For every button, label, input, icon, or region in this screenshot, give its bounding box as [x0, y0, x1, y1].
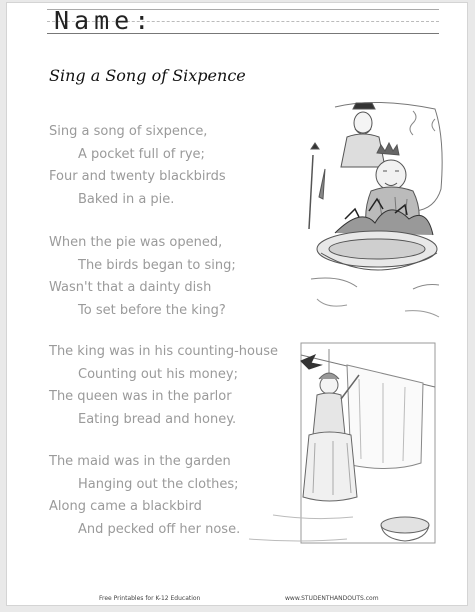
poem-line: Sing a song of sixpence, — [49, 124, 208, 139]
king-and-pie-illustration — [295, 99, 455, 325]
poem-line: Hanging out the clothes; — [78, 476, 239, 492]
stanza-1 — [49, 121, 226, 211]
footer-left: Free Printables for K-12 Education — [99, 595, 201, 602]
stanza-2 — [49, 232, 236, 322]
stanza-4 — [49, 451, 240, 541]
poem-line: The king was in his counting-house — [49, 344, 278, 359]
maid-hanging-clothes-illustration — [243, 339, 439, 555]
poem-line: When the pie was opened, — [49, 235, 223, 250]
poem-line: A pocket full of rye; — [78, 146, 205, 162]
poem-line: Counting out his money; — [78, 366, 238, 382]
footer-right[interactable]: www.STUDENTHANDOUTS.com — [285, 595, 379, 602]
poem-line: The queen was in the parlor — [49, 389, 232, 404]
poem-line: Four and twenty blackbirds — [49, 169, 226, 184]
poem-line: Wasn't that a dainty dish — [49, 280, 212, 295]
name-label: Name: — [54, 6, 155, 35]
poem-line: The maid was in the garden — [49, 454, 231, 469]
poem-line: Along came a blackbird — [49, 499, 202, 514]
poem-line: The birds began to sing; — [78, 257, 236, 273]
poem-line: Baked in a pie. — [78, 191, 175, 207]
poem-line: Eating bread and honey. — [78, 411, 237, 427]
worksheet-page — [6, 2, 468, 606]
poem-line: And pecked off her nose. — [78, 521, 241, 537]
poem-title: Sing a Song of Sixpence — [49, 66, 246, 85]
poem-line: To set before the king? — [78, 302, 226, 318]
